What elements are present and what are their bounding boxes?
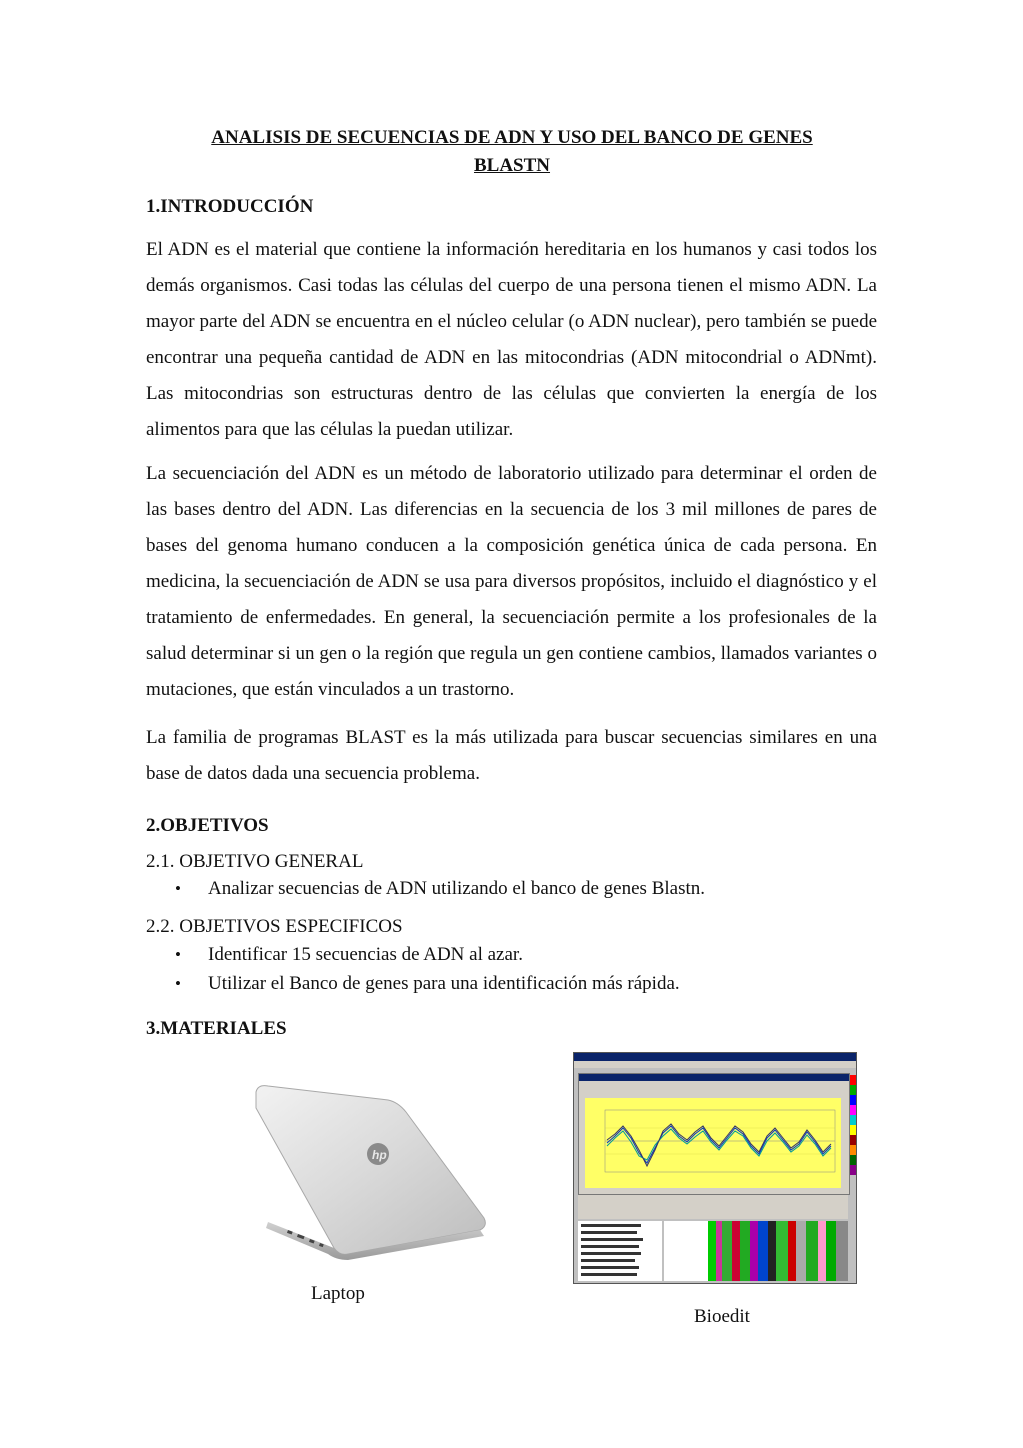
objetivo-general-heading: 2.1. OBJETIVO GENERAL: [146, 851, 364, 872]
list-item: • Identificar 15 secuencias de ADN al azar.: [146, 940, 680, 969]
section-heading-introduccion: 1.INTRODUCCIÓN: [146, 196, 314, 217]
intro-paragraph-3: La familia de programas BLAST es la más utilizada para buscar secuencias similares en una base de datos dada una secuencia problema.: [146, 727, 877, 784]
list-item: • Utilizar el Banco de genes para una identificación más rápida.: [146, 969, 680, 998]
objetivos-especificos-list: [146, 940, 680, 998]
document-title-line-2: BLASTN: [473, 155, 551, 176]
objetivo-general-list: [146, 874, 705, 903]
laptop-image: [248, 1082, 488, 1260]
bioedit-caption: Bioedit: [694, 1306, 750, 1327]
document-title-line-1: ANALISIS DE SECUENCIAS DE ADN Y USO DEL BANCO DE GENES: [211, 127, 813, 148]
intro-paragraph-1: El ADN es el material que contiene la información hereditaria en los humanos y casi todos los demás organismos. Casi todas las células del cuerpo de una persona tienen el mismo ADN. La mayor parte del ADN se encuentra en el núcleo celular (o ADN nuclear), pero también se puede encontrar una pequeña cantidad de ADN en las mitocondrias (ADN mitocondrial o ADNmt). Las mitocondrias son estructuras dentro de las células que convierten la energía de los alimentos para que las células la puedan utilizar.: [146, 239, 877, 440]
section-heading-materiales: 3.MATERIALES: [146, 1018, 287, 1039]
list-item: • Analizar secuencias de ADN utilizando el banco de genes Blastn.: [146, 874, 705, 903]
intro-paragraph-2: La secuenciación del ADN es un método de laboratorio utilizado para determinar el orden de las bases dentro del ADN. Las diferencias en la secuencia de los 3 mil millones de pares de bases del genoma humano conducen a la composición genética única de cada persona. En medicina, la secuenciación de ADN se usa para diversos propósitos, incluido el diagnóstico y el tratamiento de enfermedades. En general, la secuenciación permite a los profesionales de la salud determinar si un gen o la región que regula un gen contiene cambios, llamados variantes o mutaciones, que están vinculados a un trastorno.: [146, 463, 877, 700]
laptop-caption: Laptop: [311, 1283, 365, 1304]
section-heading-objetivos: 2.OBJETIVOS: [146, 815, 269, 836]
bioedit-screenshot-image: [573, 1052, 857, 1284]
objetivos-especificos-heading: 2.2. OBJETIVOS ESPECIFICOS: [146, 916, 403, 937]
svg-text:hp: hp: [372, 1148, 387, 1162]
